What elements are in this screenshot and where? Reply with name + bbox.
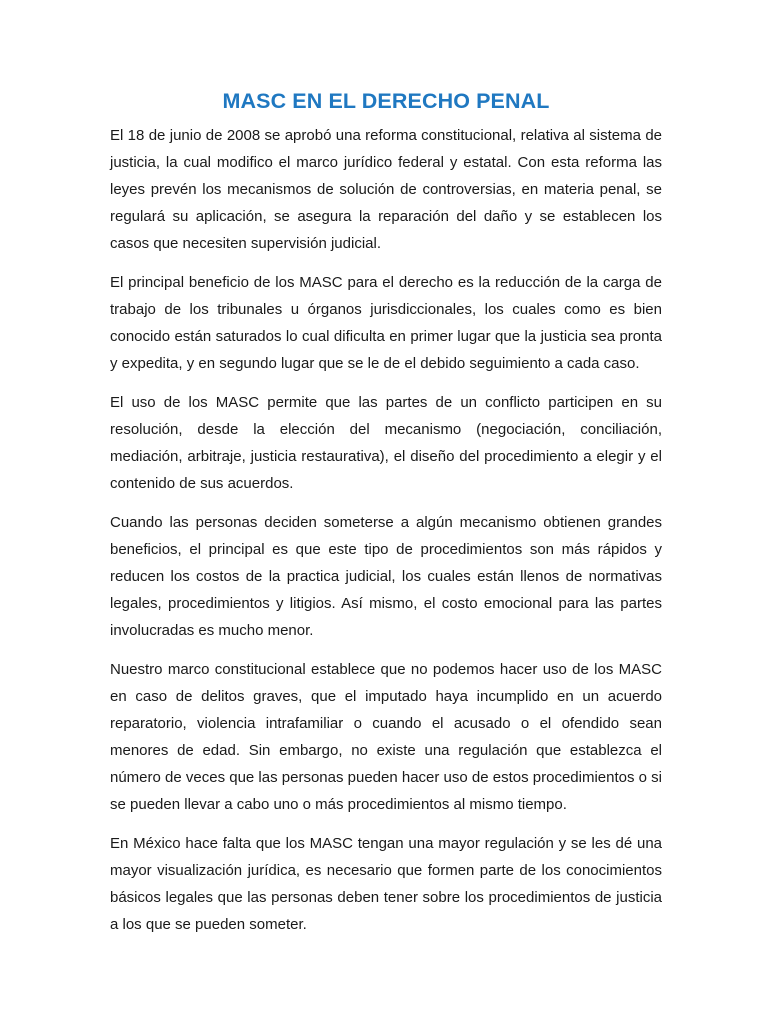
document-title: MASC EN EL DERECHO PENAL: [222, 89, 550, 113]
paragraph-beneficios-personas: Cuando las personas deciden someterse a algún mecanismo obtienen grandes beneficios, el principal es que este tipo de procedimientos son más rápidos y reducen los costos de la practica judicial, los cuales están llenos de normativas legales, procedimientos y litigios. Así mismo, el costo emocional para las partes involucradas es mucho menor.: [110, 514, 662, 639]
paragraph-uso-masc: El uso de los MASC permite que las partes de un conflicto participen en su resolución, desde la elección del mecanismo (negociación, conciliación, mediación, arbitraje, justicia restaurativa), el diseño del procedimiento a elegir y el contenido de sus acuerdos.: [110, 394, 662, 492]
paragraph-mexico-regulacion: En México hace falta que los MASC tengan una mayor regulación y se les dé una mayor visualización jurídica, es necesario que formen parte de los conocimientos básicos legales que las personas deben tener sobre los procedimientos de justicia a los que se pueden someter.: [110, 835, 662, 933]
paragraph-beneficio-masc: El principal beneficio de los MASC para el derecho es la reducción de la carga de trabajo de los tribunales u órganos jurisdiccionales, los cuales como es bien conocido están saturados lo cual dificulta en primer lugar que la justicia sea pronta y expedita, y en segundo lugar que se le de el debido seguimiento a cada caso.: [110, 274, 662, 372]
paragraph-reforma-2008: El 18 de junio de 2008 se aprobó una reforma constitucional, relativa al sistema de justicia, la cual modifico el marco jurídico federal y estatal. Con esta reforma las leyes prevén los mecanismos de solución de controversias, en materia penal, se regulará su aplicación, se asegura la reparación del daño y se establecen los casos que necesiten supervisión judicial.: [110, 127, 662, 252]
paragraph-marco-constitucional: Nuestro marco constitucional establece que no podemos hacer uso de los MASC en caso de delitos graves, que el imputado haya incumplido en un acuerdo reparatorio, violencia intrafamiliar o cuando el acusado o el ofendido sean menores de edad. Sin embargo, no existe una regulación que establezca el número de veces que las personas pueden hacer uso de estos procedimientos o si se pueden llevar a cabo uno o más procedimientos al mismo tiempo.: [110, 661, 663, 813]
